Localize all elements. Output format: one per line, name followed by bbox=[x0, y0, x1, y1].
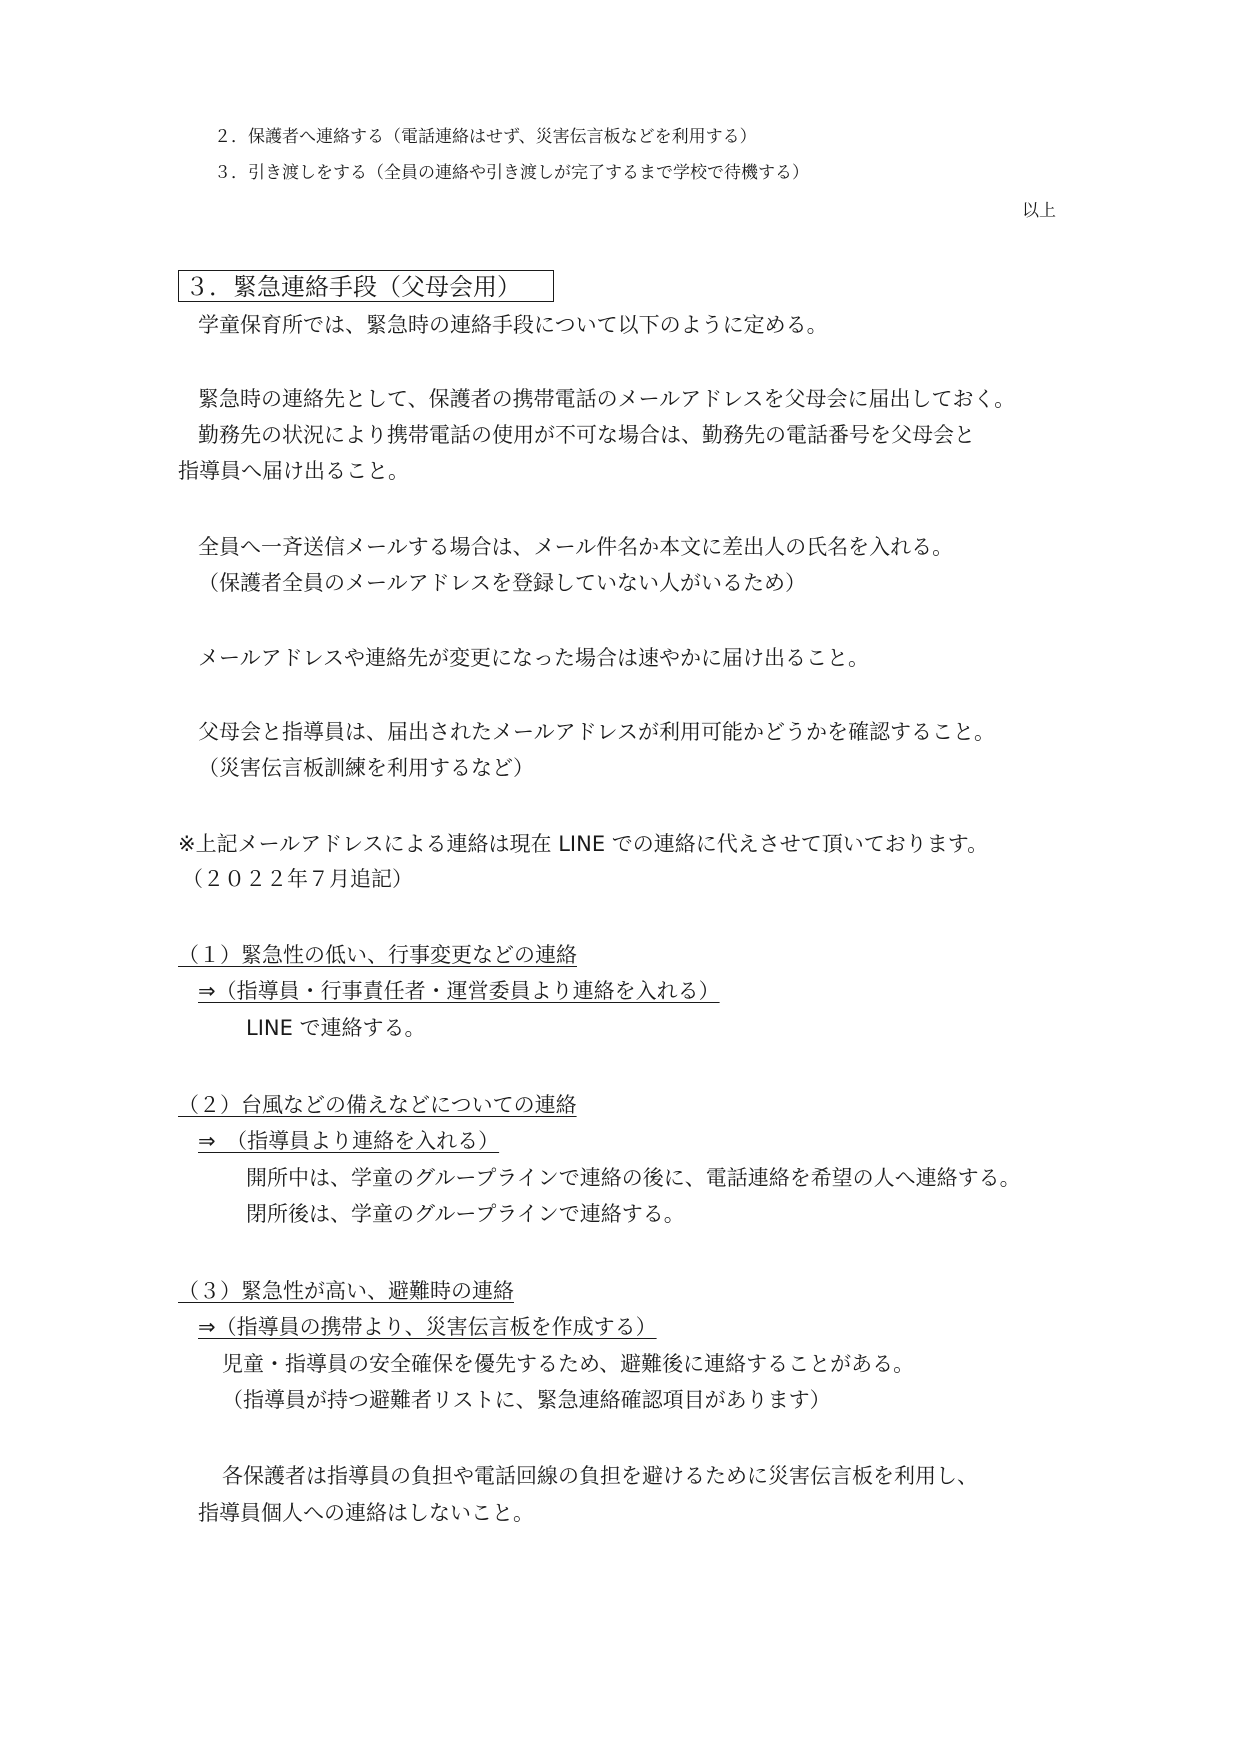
end-mark: 以上 bbox=[1022, 201, 1056, 221]
item-2-text: ２．保護者へ連絡する（電話連絡はせず、災害伝言板などを利用する） bbox=[214, 127, 757, 147]
change-paragraph: メールアドレスや連絡先が変更になった場合は速やかに届け出ること。 bbox=[198, 646, 869, 670]
mail-paragraph-line-1: 全員へ一斉送信メールする場合は、メール件名か本文に差出人の氏名を入れる。 bbox=[198, 535, 954, 559]
case-3-line-1: 児童・指導員の安全確保を優先するため、避難後に連絡することがある。 bbox=[222, 1352, 915, 1376]
closing-line-2: 指導員個人への連絡はしないこと。 bbox=[198, 1501, 534, 1525]
case-3-heading: （３）緊急性が高い、避難時の連絡 bbox=[178, 1279, 514, 1303]
section-title-box bbox=[178, 270, 554, 302]
case-3-sub: ⇒（指導員の携帯より、災害伝言板を作成する） bbox=[198, 1315, 657, 1339]
case-2-line-1: 開所中は、学童のグループラインで連絡の後に、電話連絡を希望の人へ連絡する。 bbox=[246, 1166, 1021, 1190]
case-1-heading: （１）緊急性の低い、行事変更などの連絡 bbox=[178, 943, 577, 967]
contact-paragraph-line-2: 勤務先の状況により携帯電話の使用が不可な場合は、勤務先の電話番号を父母会と bbox=[198, 423, 975, 447]
closing-line-1: 各保護者は指導員の負担や電話回線の負担を避けるために災害伝言板を利用し、 bbox=[222, 1464, 978, 1488]
case-2-sub: ⇒ （指導員より連絡を入れる） bbox=[198, 1129, 500, 1153]
contact-paragraph-line-1: 緊急時の連絡先として、保護者の携帯電話のメールアドレスを父母会に届出しておく。 bbox=[198, 387, 1016, 411]
contact-paragraph-line-3: 指導員へ届け出ること。 bbox=[178, 459, 409, 483]
confirm-paragraph-line-1: 父母会と指導員は、届出されたメールアドレスが利用可能かどうかを確認すること。 bbox=[198, 720, 995, 744]
confirm-paragraph-line-2: （災害伝言板訓練を利用するなど） bbox=[198, 756, 534, 780]
note-line-1: ※上記メールアドレスによる連絡は現在 LINE での連絡に代えさせて頂いております。 bbox=[178, 832, 989, 856]
intro-text: 学童保育所では、緊急時の連絡手段について以下のように定める。 bbox=[198, 313, 828, 337]
case-1-line-1: LINE で連絡する。 bbox=[246, 1016, 426, 1040]
mail-paragraph-line-2: （保護者全員のメールアドレスを登録していない人がいるため） bbox=[198, 571, 806, 595]
item-3-text: ３．引き渡しをする（全員の連絡や引き渡しが完了するまで学校で待機する） bbox=[214, 163, 809, 183]
case-2-heading: （２）台風などの備えなどについての連絡 bbox=[178, 1093, 577, 1117]
case-1-sub: ⇒（指導員・行事責任者・運営委員より連絡を入れる） bbox=[198, 979, 720, 1003]
note-line-2: （２０２２年７月追記） bbox=[182, 867, 413, 891]
section-title: ３．緊急連絡手段（父母会用） bbox=[185, 273, 521, 301]
case-3-line-2: （指導員が持つ避難者リストに、緊急連絡確認項目があります） bbox=[222, 1388, 831, 1412]
case-2-line-2: 閉所後は、学童のグループラインで連絡する。 bbox=[246, 1202, 685, 1226]
